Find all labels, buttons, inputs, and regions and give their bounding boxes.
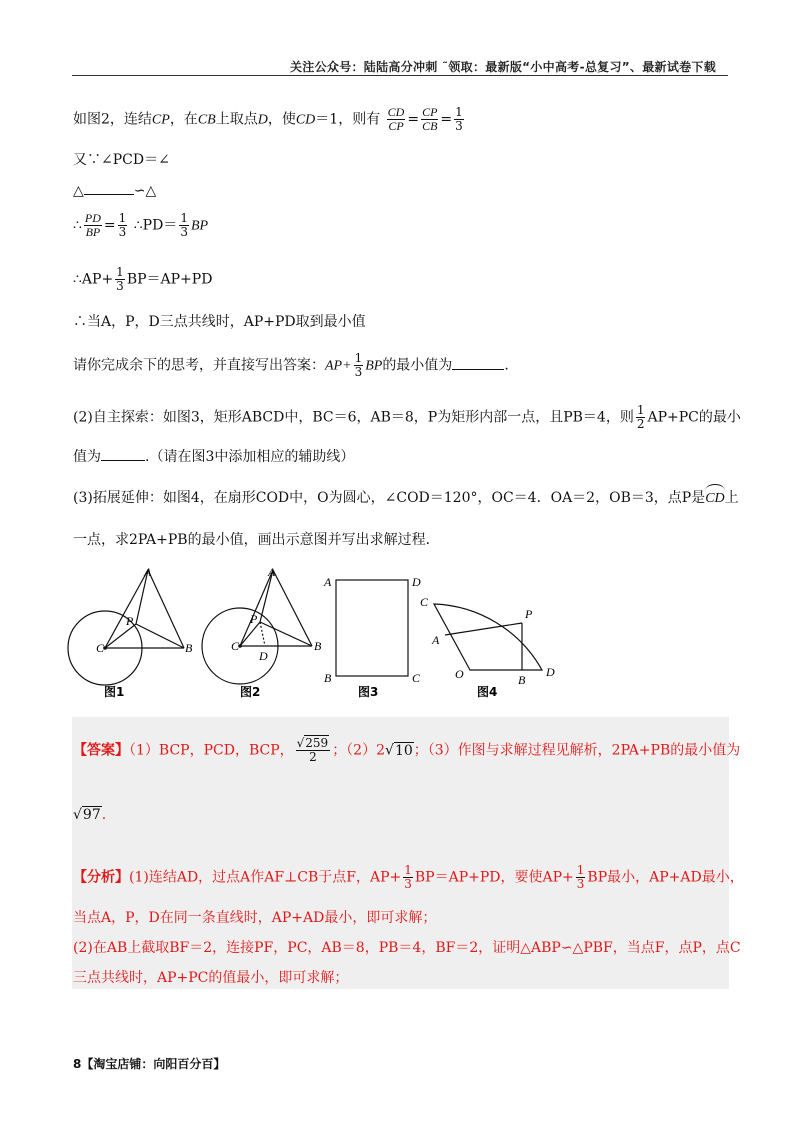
svg-text:A: A (268, 565, 276, 579)
label-a-fig1: A (144, 565, 152, 579)
caption-fig1: 图1 (104, 685, 125, 699)
caption-fig2: 图2 (240, 685, 261, 699)
text-line-10: (3)拓展延伸：如图4，在扇形COD中，O为圆心，∠COD＝120°，OC＝4．OA＝2，OB＝3，点P是 CD上 (73, 486, 739, 509)
text-line-4: ∴ $\frac{PD}{BP}$ = $\frac{1}{3}$ ∴PD＝ $\frac{1}{3}$ BP (73, 211, 209, 239)
answer-blank (84, 180, 134, 195)
label-c-fig1: C (96, 641, 105, 655)
answer-line-1: 【答案】（1）BCP，PCD，BCP， $\frac{√259}{2}$ ；（2）2√10；（3）作图与求解过程见解析，2PA+PB的最小值为 (73, 736, 741, 764)
analysis-line-4: 三点共线时，AP+PC的值最小，即可求解； (73, 970, 349, 986)
text-line-1: 如图2，连结CP，在CB上取点D，使CD＝1，则有 $\frac{CD}{CP}$ = $\frac{CP}{CB}$ = $\frac{1}{3}$ (73, 105, 463, 133)
fraction-cd-cp: $\frac{CD}{CP}$ (387, 105, 405, 133)
answer-line-2: √97. (73, 807, 107, 823)
svg-text:C: C (231, 639, 240, 653)
fraction-cp-cb: $\frac{CP}{CB}$ (422, 105, 438, 133)
caption-fig3: 图3 (358, 685, 379, 699)
label-p-fig1: P (126, 614, 134, 628)
svg-text:B: B (314, 639, 322, 653)
svg-text:D: D (546, 665, 555, 679)
svg-text:O: O (455, 667, 464, 681)
text-line-2: 又∵∠PCD＝∠ (73, 152, 170, 168)
caption-fig4: 图4 (477, 685, 498, 699)
figure-3 (336, 580, 408, 676)
text-line-3: △ ∽△ (73, 180, 156, 201)
text-line-6: ∴当A，P，D三点共线时，AP+PD取到最小值 (73, 314, 366, 330)
text-line-9: 值为 .（请在图3中添加相应的辅助线） (73, 446, 354, 467)
text-line-7: 请你完成余下的思考，并直接写出答案：AP+ $\frac{1}{3}$ BP的最小值为 . (73, 351, 509, 379)
svg-text:A: A (432, 633, 440, 647)
svg-text:P: P (250, 612, 258, 626)
svg-text:B: B (518, 673, 526, 687)
figures-row (60, 558, 580, 706)
answer-blank (101, 446, 145, 461)
svg-text:D: D (412, 575, 421, 589)
answer-blank (452, 355, 504, 370)
text-line-8: (2)自主探索：如图3，矩形ABCD中，BC＝6，AB＝8，P为矩形内部一点，且PB＝4，则 $\frac{1}{2}$ AP+PC的最小 (73, 403, 741, 431)
svg-text:C: C (420, 595, 429, 609)
svg-text:D: D (259, 649, 268, 663)
svg-text:C: C (412, 671, 421, 685)
label-b-fig1: B (185, 641, 193, 655)
text-line-11: 一点，求2PA+PB的最小值，画出示意图并写出求解过程． (73, 532, 440, 548)
svg-text:A: A (324, 575, 332, 589)
analysis-line-1: 【分析】(1)连结AD，过点A作AF⊥CB于点F，AP+ $\frac{1}{3}$ BP＝AP+PD，要使AP+ $\frac{1}{3}$ BP最小，AP+AD最小， (73, 863, 744, 891)
figure-2 (202, 570, 312, 684)
text-line-5: ∴AP+ $\frac{1}{3}$ BP＝AP+PD (73, 265, 213, 293)
header-rule (72, 75, 728, 76)
fraction-one-third: $\frac{1}{3}$ (455, 105, 463, 133)
page-footer: 8【淘宝店铺：向阳百分百】 (73, 1057, 226, 1071)
svg-text:B: B (324, 671, 332, 685)
analysis-line-2: 当点A，P，D在同一条直线时，AP+AD最小，即可求解； (73, 910, 437, 926)
page-header: 关注公众号：陆陆高分冲刺 ˜领取：最新版“小中高考-总复习”、最新试卷下载 (290, 60, 717, 74)
analysis-line-3: (2)在AB上截取BF＝2，连接PF，PC，AB＝8，PB＝4，BF＝2，证明△ABP∽△PBF，当点F，点P，点C (73, 940, 741, 956)
svg-text:P: P (525, 607, 533, 621)
